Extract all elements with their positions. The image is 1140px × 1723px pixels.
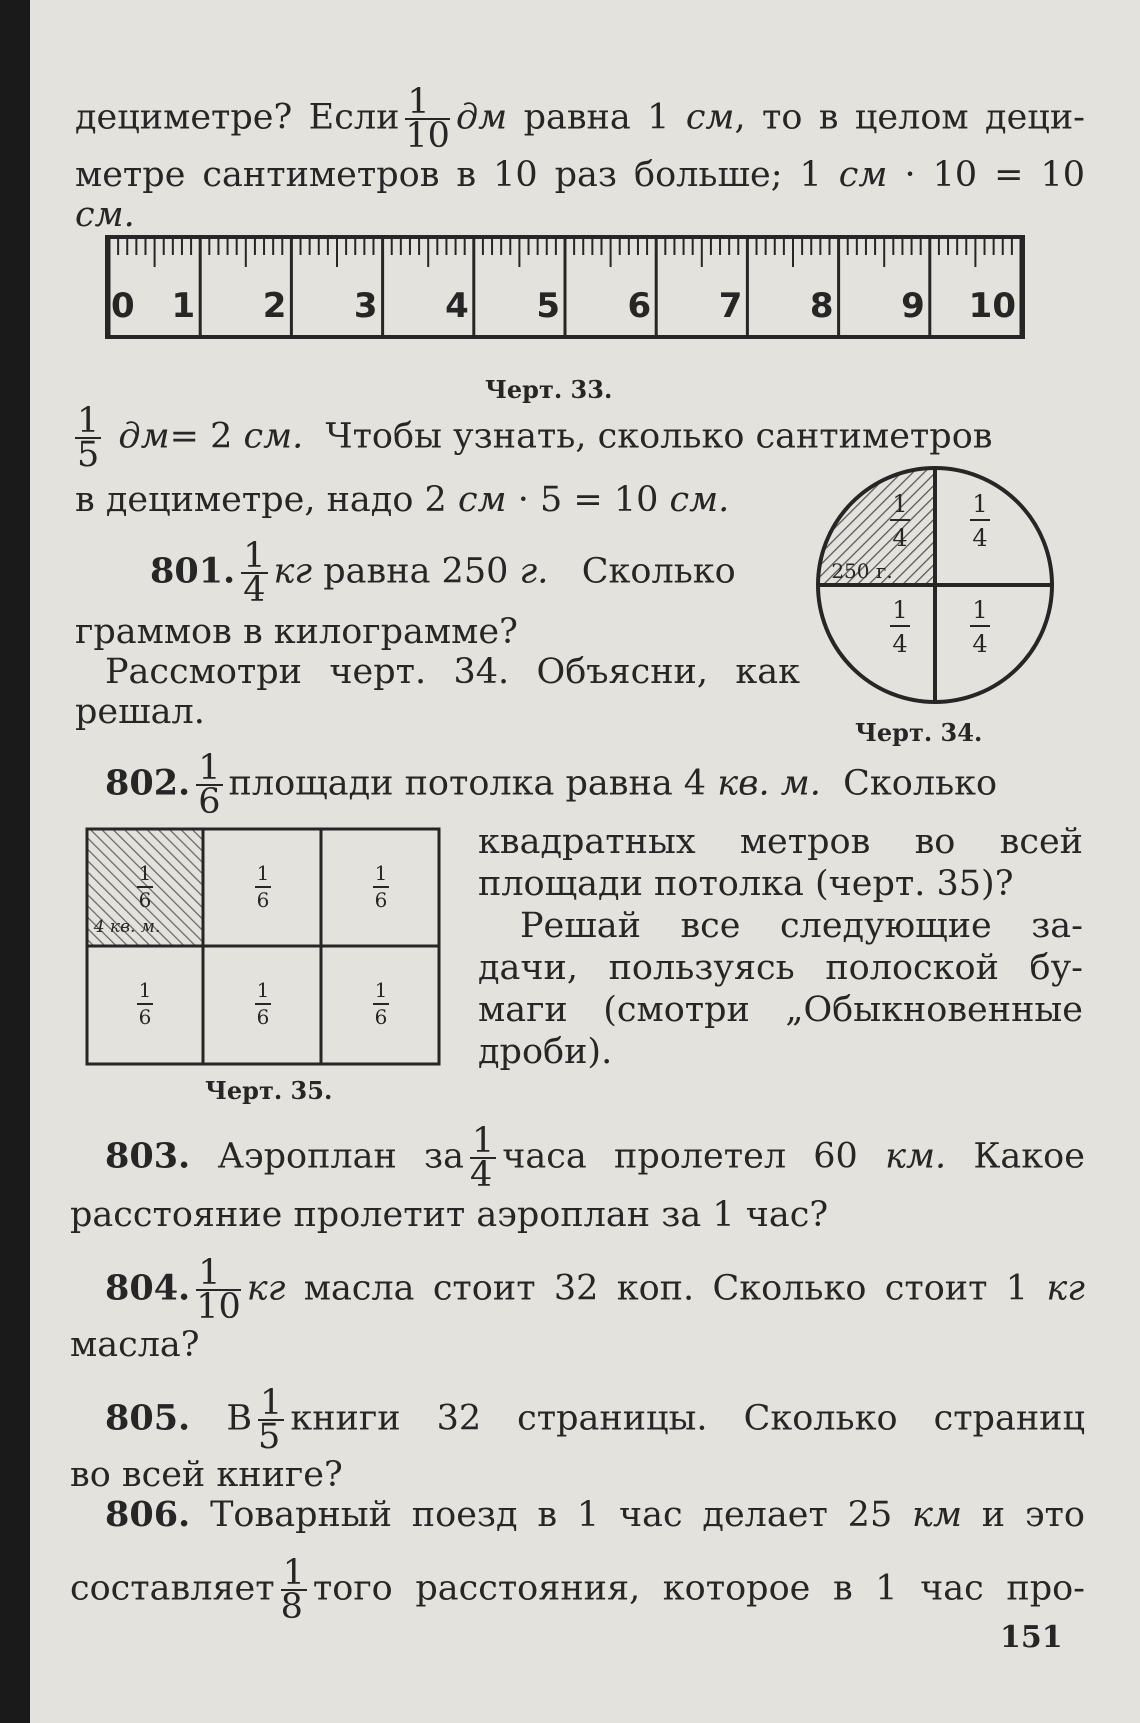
fifth-line-2: в дециметре, надо 2 см · 5 = 10 см. xyxy=(75,480,730,520)
ruler-caption: Черт. 33. xyxy=(485,375,613,404)
ruler-label: 0 xyxy=(111,286,135,326)
problem-805-line-2: во всей книге? xyxy=(70,1455,343,1495)
svg-text:4: 4 xyxy=(892,524,908,552)
book-page xyxy=(30,0,1140,1723)
svg-text:4: 4 xyxy=(972,630,988,658)
svg-text:6: 6 xyxy=(374,888,388,912)
svg-text:1: 1 xyxy=(256,978,270,1002)
svg-text:4 кв. м.: 4 кв. м. xyxy=(93,917,161,937)
grid-caption: Черт. 35. xyxy=(205,1076,333,1105)
page-number: 151 xyxy=(1000,1620,1063,1655)
ruler-label: 5 xyxy=(536,286,560,326)
problem-802-line-3: площади потолка (черт. 35)? xyxy=(478,864,1014,904)
problem-802-line-2: квадратных метров во всей xyxy=(478,822,1083,862)
problem-802-line-6: маги (смотри „Обыкновенные xyxy=(478,990,1083,1030)
svg-text:1: 1 xyxy=(972,596,988,624)
problem-804-line-2: масла? xyxy=(70,1325,200,1365)
intro-line-2: метре сантиметров в 10 раз больше; 1 см · 10 = 10 см. xyxy=(75,155,1085,235)
problem-806-line-2: составляет $\frac{1}{8}$ того расстояния, которое в 1 час про- xyxy=(70,1553,1085,1627)
svg-text:6: 6 xyxy=(138,1005,152,1029)
problem-801-line-4: решал. xyxy=(75,692,205,732)
svg-text:1: 1 xyxy=(374,861,388,885)
ruler-label: 4 xyxy=(445,286,469,326)
ruler-label: 1 xyxy=(171,286,196,326)
fraction: $\frac{1}{5}$ xyxy=(77,401,100,475)
problem-805-line-1: 805. В $\frac{1}{5}$ книги 32 страницы. Сколько страниц xyxy=(105,1383,1085,1457)
fraction: $\frac{1}{4}$ xyxy=(243,536,266,610)
ruler-label: 2 xyxy=(262,286,287,326)
ruler-label: 10 xyxy=(968,286,1016,326)
fraction: $\frac{1}{8}$ xyxy=(280,1553,305,1627)
svg-text:1: 1 xyxy=(374,978,388,1002)
svg-text:6: 6 xyxy=(256,888,270,912)
ruler-figure xyxy=(105,235,1070,350)
svg-text:1: 1 xyxy=(138,861,152,885)
circle-figure xyxy=(800,460,1070,710)
svg-text:1: 1 xyxy=(138,978,152,1002)
problem-801-line-1: 801. $\frac{1}{4}$ кг равна 250 г. Сколько xyxy=(150,536,736,610)
problem-803-line-2: расстояние пролетит аэроплан за 1 час? xyxy=(70,1195,829,1235)
svg-text:1: 1 xyxy=(892,596,908,624)
fraction: $\frac{1}{5}$ xyxy=(258,1383,283,1457)
problem-806-line-1: 806. Товарный поезд в 1 час делает 25 км и это xyxy=(105,1494,1085,1535)
svg-text:1: 1 xyxy=(972,490,988,518)
problem-802-line-5: дачи, пользуясь полоской бу- xyxy=(478,948,1083,988)
svg-text:6: 6 xyxy=(374,1005,388,1029)
svg-text:1: 1 xyxy=(256,861,270,885)
problem-801-line-3: Рассмотри черт. 34. Объясни, как xyxy=(105,652,800,692)
circle-caption: Черт. 34. xyxy=(855,718,983,747)
ruler-label: 7 xyxy=(718,286,743,326)
problem-804-line-1: 804. $\frac{1}{10}$ кг масла стоит 32 коп. Сколько стоит 1 кг xyxy=(105,1253,1085,1327)
svg-text:6: 6 xyxy=(256,1005,270,1029)
svg-text:1: 1 xyxy=(892,490,908,518)
problem-803-line-1: 803. Аэроплан за $\frac{1}{4}$ часа пролетел 60 км. Какое xyxy=(105,1121,1085,1195)
fraction: $\frac{1}{10}$ xyxy=(405,82,450,156)
problem-802-line-1: 802. $\frac{1}{6}$ площади потолка равна 4 кв. м. Сколько xyxy=(105,748,998,822)
fifth-line-1: $\frac{1}{5}$ дм= 2 см. Чтобы узнать, сколько сантиметров xyxy=(77,401,993,475)
ruler-label: 9 xyxy=(901,286,925,326)
svg-text:250 г.: 250 г. xyxy=(831,559,893,583)
ruler-label: 3 xyxy=(353,286,378,326)
problem-801-line-2: граммов в килограмме? xyxy=(75,612,518,652)
problem-802-line-7: дроби). xyxy=(478,1032,613,1072)
fraction: $\frac{1}{4}$ xyxy=(470,1121,495,1195)
fraction: $\frac{1}{10}$ xyxy=(196,1253,241,1327)
intro-line-1: дециметре? Если $\frac{1}{10}$ дм равна 1 см, то в целом деци- xyxy=(75,82,1085,156)
grid-figure xyxy=(85,825,445,1070)
fraction: $\frac{1}{6}$ xyxy=(198,748,221,822)
svg-text:6: 6 xyxy=(138,888,152,912)
ruler-label: 6 xyxy=(627,286,652,326)
ruler-label: 8 xyxy=(809,286,834,326)
svg-text:4: 4 xyxy=(892,630,908,658)
svg-text:4: 4 xyxy=(972,524,988,552)
problem-802-line-4: Решай все следующие за- xyxy=(520,906,1083,946)
